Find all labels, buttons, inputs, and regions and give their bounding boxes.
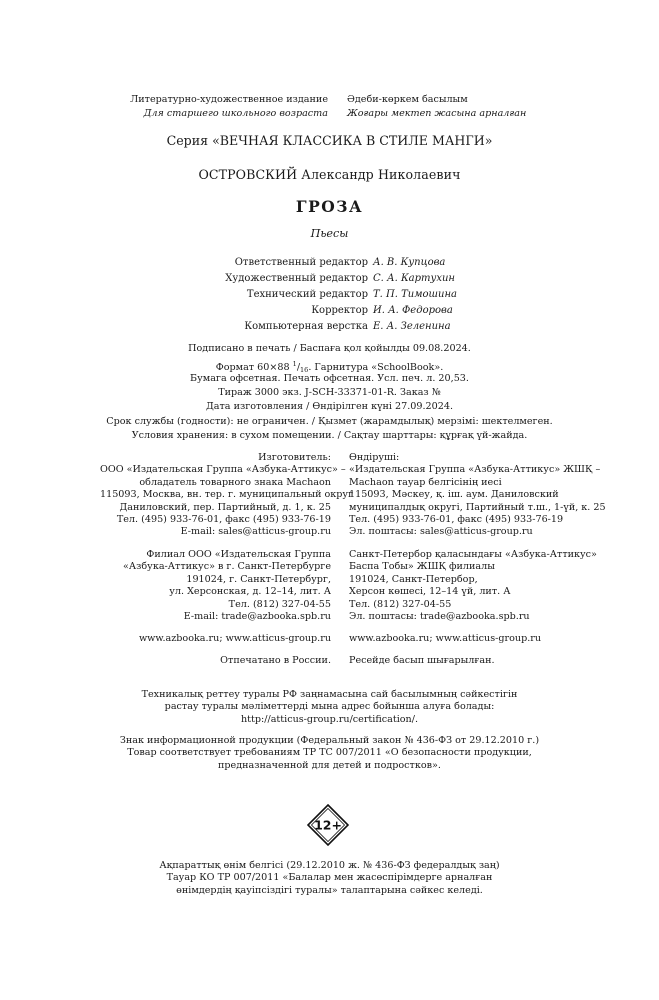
genre-label: Пьесы bbox=[310, 227, 349, 240]
info-mark-kz: Ақпараттық өнім белгісі (29.12.2010 ж. № 436-ФЗ федералдық заң) Тауар КО ТР 007/2011 «Балалар мен жасөспірімдерге арналған өнімдердің қауіпсіздігі туралы» талаптарына сәйкес келеді. bbox=[159, 860, 500, 896]
editor-name: Е. А. Зеленина bbox=[373, 321, 451, 332]
print-run-line: Тираж 3000 экз. J-SCH-33371-01-R. Заказ № bbox=[218, 387, 441, 398]
format-line: Формат 60×88 $^1/_{16}$. Гарнитура «SchoolBook». bbox=[215, 360, 444, 374]
edition-type-ru: Литературно-художественное издание bbox=[130, 94, 328, 105]
printed-in-ru: Отпечатано в России. bbox=[220, 655, 331, 666]
age-rating-label: 12+ bbox=[314, 817, 342, 833]
tech-regulation-note: Техникалық реттеу туралы РФ заңнамасына сай басылымның сәйкестігін растау туралы мәліметтерді мына адрес бойынша алуға болады: http://atticus-group.ru/certification/. bbox=[141, 689, 518, 725]
info-mark-ru: Знак информационной продукции (Федеральный закон № 436-ФЗ от 29.12.2010 г.) Товар соответствует требованиям ТР ТС 007/2011 «О безопасности продукции, предназначенной для детей и подростков». bbox=[119, 735, 540, 771]
series-line: Серия «ВЕЧНАЯ КЛАССИКА В СТИЛЕ МАНГИ» bbox=[166, 133, 493, 148]
branch-ru: Филиал ООО «Издательская Группа «Азбука-Аттикус» в г. Санкт-Петербурге 191024, г. Санкт-Петербург, ул. Херсонская, д. 12–14, лит. А Тел. (812) 327-04-55 E-mail: trade@azbooka.spb.ru bbox=[123, 549, 331, 623]
manufacture-date: Дата изготовления / Өндірілген күні 27.09.2024. bbox=[205, 401, 454, 412]
age-rating-badge bbox=[307, 804, 349, 846]
websites-ru: www.azbooka.ru; www.atticus-group.ru bbox=[138, 633, 331, 644]
printed-in-kz: Ресейде басып шығарылған. bbox=[349, 655, 495, 666]
editor-name: Т. П. Тимошина bbox=[373, 289, 457, 300]
websites-kz: www.azbooka.ru; www.atticus-group.ru bbox=[349, 633, 542, 644]
author-name: ОСТРОВСКИЙ Александр Николаевич bbox=[198, 167, 461, 182]
editor-role: Художественный редактор bbox=[225, 273, 368, 284]
editor-name: С. А. Картухин bbox=[373, 273, 455, 284]
editor-name: А. В. Купцова bbox=[373, 257, 446, 268]
paper-line: Бумага офсетная. Печать офсетная. Усл. печ. л. 20,53. bbox=[190, 373, 469, 384]
manufacturer-ru: Изготовитель: ООО «Издательская Группа «Азбука-Аттикус» – обладатель товарного знака Machaon 115093, Москва, вн. тер. г. муниципальный округ Даниловский, пер. Партийный, д. 1, к. 25 Тел. (495) 933-76-01, факс (495) 933-76-19 E-mail: sales@atticus-group.ru bbox=[100, 452, 354, 538]
shelf-life: Срок службы (годности): не ограничен. / Қызмет (жарамдылық) мерзімі: шектелмеген. bbox=[106, 416, 553, 427]
editor-role: Компьютерная верстка bbox=[244, 321, 368, 332]
audience-ru: Для старшего школьного возраста bbox=[143, 108, 328, 119]
editor-name: И. А. Федорова bbox=[373, 305, 453, 316]
manufacturer-kz: Өндіруші: «Издательская Группа «Азбука-Аттикус» ЖШҚ – Machaon тауар белгісінің иесі 115093, Мәскеу, қ. іш. аум. Даниловский муниципалдық округі, Партийный т.ш., 1-үй, к. 25 Тел. (495) 933-76-01, факс (495) 933-76-19 Эл. поштасы: sales@atticus-group.ru bbox=[349, 452, 606, 538]
editor-role: Корректор bbox=[311, 305, 368, 316]
audience-kz: Жоғары мектеп жасына арналған bbox=[347, 108, 527, 119]
editor-role: Ответственный редактор bbox=[234, 257, 368, 268]
signed-to-print: Подписано в печать / Баспаға қол қойылды 09.08.2024. bbox=[188, 343, 471, 354]
edition-type-kz: Әдеби-көркем басылым bbox=[347, 94, 468, 105]
storage-conditions: Условия хранения: в сухом помещении. / Сақтау шарттары: құрғақ үй-жайда. bbox=[131, 430, 528, 441]
editor-role: Технический редактор bbox=[246, 289, 368, 300]
book-title: ГРОЗА bbox=[295, 197, 364, 216]
branch-kz: Санкт-Петербор қаласындағы «Азбука-Аттикус» Баспа Тобы» ЖШҚ филиалы 191024, Санкт-Петербор, Херсон көшесі, 12–14 үй, лит. А Тел. (812) 327-04-55 Эл. поштасы: trade@azbooka.spb.ru bbox=[349, 549, 597, 623]
